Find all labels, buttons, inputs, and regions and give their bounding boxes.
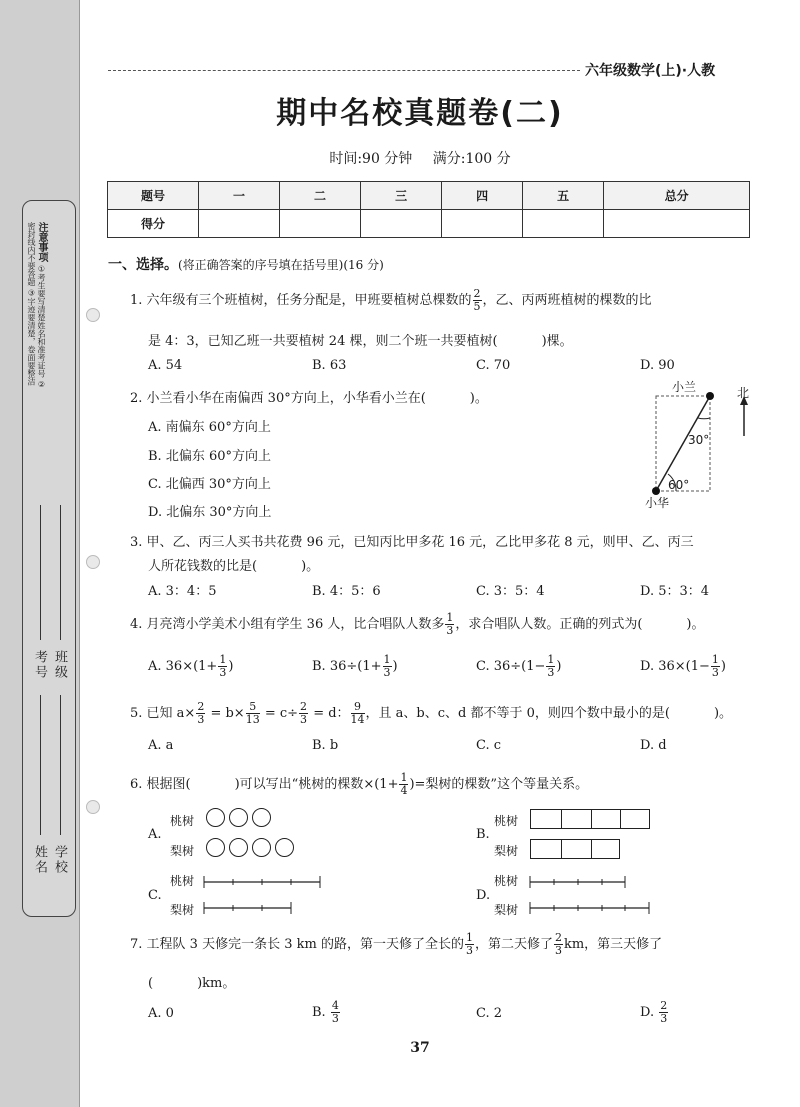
class-line[interactable] xyxy=(60,505,61,640)
fraction xyxy=(546,654,555,679)
time-limit: 时间:90 分钟 xyxy=(329,151,413,167)
option-b[interactable] xyxy=(312,1000,341,1025)
option-d[interactable]: D. 90 xyxy=(640,358,675,373)
header-dashed-line xyxy=(108,70,580,71)
q3-text: 人所花钱数的比是( xyxy=(148,559,258,574)
page-title: 期中名校真题卷(二) xyxy=(276,96,564,131)
notice-line-1: ①考生要写清楚姓名和准考证号 xyxy=(37,264,46,378)
fraction xyxy=(711,654,720,679)
option-b[interactable]: B. xyxy=(476,827,490,842)
table-cell: 总分 xyxy=(604,182,750,210)
q1-line-2 xyxy=(148,330,573,349)
numerator: 4 xyxy=(331,999,339,1012)
pear-bar xyxy=(530,839,620,859)
q7-text: )km。 xyxy=(197,976,236,991)
option-d[interactable]: D. 北偏东 30°方向上 xyxy=(148,505,272,520)
q4-text: ，求合唱队人数。正确的列式为( xyxy=(455,617,643,632)
q3-line-2 xyxy=(148,555,319,574)
denominator: 3 xyxy=(197,713,205,726)
denominator: 5 xyxy=(473,300,481,313)
option-a[interactable]: A. 3：4：5 xyxy=(148,584,217,599)
peach-bar xyxy=(530,809,650,829)
table-row xyxy=(108,182,750,210)
fraction xyxy=(554,932,563,957)
numerator: 1 xyxy=(547,653,555,666)
q7-text: km，第三天修了 xyxy=(563,937,663,952)
denominator: 3 xyxy=(547,666,555,679)
numerator: 1 xyxy=(711,653,719,666)
angle-60-label: 60° xyxy=(668,478,690,492)
numerator: 2 xyxy=(197,700,205,713)
name-label: 姓名 xyxy=(32,845,47,875)
subject-label: 六年级数学(上)·人教 xyxy=(585,63,716,79)
numerator: 1 xyxy=(465,931,473,944)
q1-text: 是 4：3，已知乙班一共要植树 24 棵，则二个班一共要植树( xyxy=(148,334,498,349)
numerator: 1 xyxy=(446,611,454,624)
option-text: C. 36÷(1− xyxy=(476,659,546,674)
class-label: 班级 xyxy=(52,650,67,680)
option-b[interactable]: B. 63 xyxy=(312,358,347,373)
numerator: 2 xyxy=(473,287,481,300)
circle-icon xyxy=(275,838,294,857)
denominator: 3 xyxy=(219,666,227,679)
denominator: 14 xyxy=(350,713,365,726)
q7-line-1 xyxy=(130,932,662,957)
q5-text: )。 xyxy=(713,706,733,721)
option-a[interactable]: A. xyxy=(148,827,162,842)
numerator: 1 xyxy=(219,653,227,666)
option-c[interactable]: C. 70 xyxy=(476,358,511,373)
denominator: 3 xyxy=(711,666,719,679)
table-cell: 四 xyxy=(442,182,523,210)
table-cell: 五 xyxy=(523,182,604,210)
xiaolan-label: 小兰 xyxy=(672,380,697,394)
circle-icon xyxy=(229,808,248,827)
full-score: 满分:100 分 xyxy=(432,151,511,167)
denominator: 3 xyxy=(300,713,308,726)
q2-text: 2. 小兰看小华在南偏西 30°方向上，小华看小兰在( xyxy=(130,391,426,406)
q2-stem xyxy=(130,387,488,406)
numerator: 5 xyxy=(246,701,260,714)
option-c[interactable]: C. 北偏西 30°方向上 xyxy=(148,477,271,492)
option-c[interactable]: C. 2 xyxy=(476,1006,503,1021)
circle-icon xyxy=(252,838,271,857)
circle-icon xyxy=(229,838,248,857)
page-number: 37 xyxy=(410,1040,430,1056)
notice-title: 注意事项 xyxy=(36,222,47,262)
fraction xyxy=(473,288,482,313)
table-cell: 三 xyxy=(361,182,442,210)
denominator: 3 xyxy=(446,624,454,637)
binding-hole xyxy=(86,555,100,569)
angle-30-label: 30° xyxy=(688,433,710,447)
q7-line-2 xyxy=(148,972,235,991)
q6-text: )可以写出“桃树的棵数×(1+ xyxy=(234,777,399,792)
score-table xyxy=(107,181,750,238)
section-note: (将正确答案的序号填在括号里)(16 分) xyxy=(178,258,384,272)
binding-hole xyxy=(86,800,100,814)
score-cell[interactable] xyxy=(280,210,361,238)
q5-stem xyxy=(130,701,732,726)
fraction xyxy=(659,1000,668,1025)
q6-stem xyxy=(130,772,588,797)
section-heading xyxy=(108,254,384,274)
section-title: 一、选择。 xyxy=(108,257,178,273)
score-cell[interactable] xyxy=(604,210,750,238)
q4-text: 4. 月亮湾小学美术小组有学生 36 人，比合唱队人数多 xyxy=(130,617,445,632)
circle-icon xyxy=(206,808,225,827)
q5-text: = b× xyxy=(210,706,245,721)
denominator: 3 xyxy=(465,944,473,957)
number-line[interactable] xyxy=(40,505,41,640)
number-label: 考号 xyxy=(32,650,47,680)
option-d[interactable]: D. 5：3：4 xyxy=(640,584,710,599)
option-text: B. 36÷(1+ xyxy=(312,659,382,674)
option-a[interactable]: A. 54 xyxy=(148,358,183,373)
table-cell: 题号 xyxy=(108,182,199,210)
q7-text: 7. 工程队 3 天修完一条长 3 km 的路，第一天修了全长的 xyxy=(130,937,464,952)
q6-text: 6. 根据图( xyxy=(130,777,191,792)
option-text: ) xyxy=(720,659,726,674)
pear-label: 梨树 xyxy=(494,903,519,917)
fraction xyxy=(351,701,365,726)
numerator: 1 xyxy=(400,771,408,784)
option-d[interactable] xyxy=(640,1000,669,1025)
pear-label: 梨树 xyxy=(494,844,519,858)
circle-icon xyxy=(252,808,271,827)
q1-text: 1. 六年级有三个班植树，任务分配是，甲班要植树总棵数的 xyxy=(130,293,472,308)
school-line[interactable] xyxy=(60,695,61,835)
option-text: D. xyxy=(640,1005,655,1020)
numerator: 1 xyxy=(383,653,391,666)
denominator: 4 xyxy=(400,784,408,797)
numerator: 9 xyxy=(351,701,365,714)
fraction xyxy=(246,701,260,726)
option-text: B. xyxy=(312,1005,326,1020)
option-d[interactable]: D. xyxy=(476,888,491,903)
option-a[interactable] xyxy=(148,654,233,679)
peach-label: 桃树 xyxy=(494,874,519,888)
option-d[interactable] xyxy=(640,654,726,679)
option-d[interactable]: D. d xyxy=(640,738,667,753)
xiaohua-label: 小华 xyxy=(645,496,670,510)
q5-text: ，且 a、b、c、d 都不等于 0，则四个数中最小的是( xyxy=(365,706,670,721)
option-text: ) xyxy=(392,659,398,674)
score-cell[interactable] xyxy=(361,210,442,238)
north-label: 北 xyxy=(737,386,750,400)
table-cell: 二 xyxy=(280,182,361,210)
peach-label: 桃树 xyxy=(494,814,519,828)
q1-text: ，乙、丙两班植树的棵数的比 xyxy=(482,293,652,308)
option-a[interactable]: A. 南偏东 60°方向上 xyxy=(148,420,271,435)
q2-text: )。 xyxy=(469,391,488,406)
denominator: 3 xyxy=(331,1012,339,1025)
option-c[interactable]: C. xyxy=(148,888,162,903)
fraction xyxy=(465,932,474,957)
score-cell[interactable] xyxy=(523,210,604,238)
option-b[interactable] xyxy=(312,654,398,679)
q6-text: )=梨树的棵数”这个等量关系。 xyxy=(409,777,589,792)
numerator: 2 xyxy=(300,700,308,713)
option-a[interactable]: A. 0 xyxy=(148,1006,174,1021)
option-b[interactable]: B. 北偏东 60°方向上 xyxy=(148,449,271,464)
school-label: 学校 xyxy=(52,845,67,875)
fraction xyxy=(445,612,454,637)
exam-meta xyxy=(0,148,800,168)
score-cell[interactable] xyxy=(199,210,280,238)
segment-diagram-d xyxy=(528,872,652,916)
binding-hole xyxy=(86,308,100,322)
denominator: 3 xyxy=(383,666,391,679)
q3-text: )。 xyxy=(301,559,320,574)
notice-line-2: ②密封线内不要答题 xyxy=(27,222,46,390)
q7-text: ( xyxy=(148,976,154,991)
circle-icon xyxy=(206,838,225,857)
pear-circles xyxy=(206,838,298,857)
peach-label: 桃树 xyxy=(170,874,195,888)
notice-line-3: ③字迹要清楚，卷面要整洁 xyxy=(27,288,36,386)
option-c[interactable]: C. 3：5：4 xyxy=(476,584,545,599)
score-cell[interactable] xyxy=(442,210,523,238)
q5-text: = c÷ xyxy=(264,706,299,721)
q5-text: = d： xyxy=(313,706,350,721)
xiaolan-point xyxy=(706,392,714,400)
q4-stem xyxy=(130,612,705,637)
fraction xyxy=(218,654,227,679)
denominator: 3 xyxy=(660,1012,668,1025)
q4-text: )。 xyxy=(686,617,705,632)
notice-box xyxy=(26,222,46,392)
option-a[interactable]: A. a xyxy=(148,738,174,753)
pear-label: 梨树 xyxy=(170,844,195,858)
option-text: ) xyxy=(228,659,234,674)
peach-label: 桃树 xyxy=(170,814,195,828)
q3-line-1: 3. 甲、乙、丙三人买书共花费 96 元，已知丙比甲多花 16 元，乙比甲多花 8 元，则甲、乙、丙三 xyxy=(130,535,694,550)
option-text: A. 36×(1+ xyxy=(148,659,218,674)
pear-label: 梨树 xyxy=(170,903,195,917)
fraction xyxy=(299,701,308,726)
denominator: 13 xyxy=(245,713,260,726)
q5-text: 5. 已知 a× xyxy=(130,706,196,721)
option-text: D. 36×(1− xyxy=(640,659,710,674)
q7-text: ，第二天修了 xyxy=(474,937,553,952)
peach-circles xyxy=(206,808,275,827)
segment-diagram-c xyxy=(202,872,322,916)
q1-line-1 xyxy=(130,288,652,313)
option-c[interactable]: C. c xyxy=(476,738,502,753)
table-cell: 得分 xyxy=(108,210,199,238)
numerator: 2 xyxy=(660,999,668,1012)
option-c[interactable] xyxy=(476,654,562,679)
option-text: ) xyxy=(556,659,562,674)
numerator: 2 xyxy=(554,931,562,944)
fraction xyxy=(331,1000,340,1025)
denominator: 3 xyxy=(554,944,562,957)
name-line[interactable] xyxy=(40,695,41,835)
fraction xyxy=(196,701,205,726)
option-b[interactable]: B. b xyxy=(312,738,339,753)
angle-arc-30 xyxy=(698,418,710,419)
q1-text: )棵。 xyxy=(541,334,573,349)
option-b[interactable]: B. 4：5：6 xyxy=(312,584,381,599)
table-row xyxy=(108,210,750,238)
fraction xyxy=(383,654,392,679)
table-cell: 一 xyxy=(199,182,280,210)
fraction xyxy=(399,772,408,797)
